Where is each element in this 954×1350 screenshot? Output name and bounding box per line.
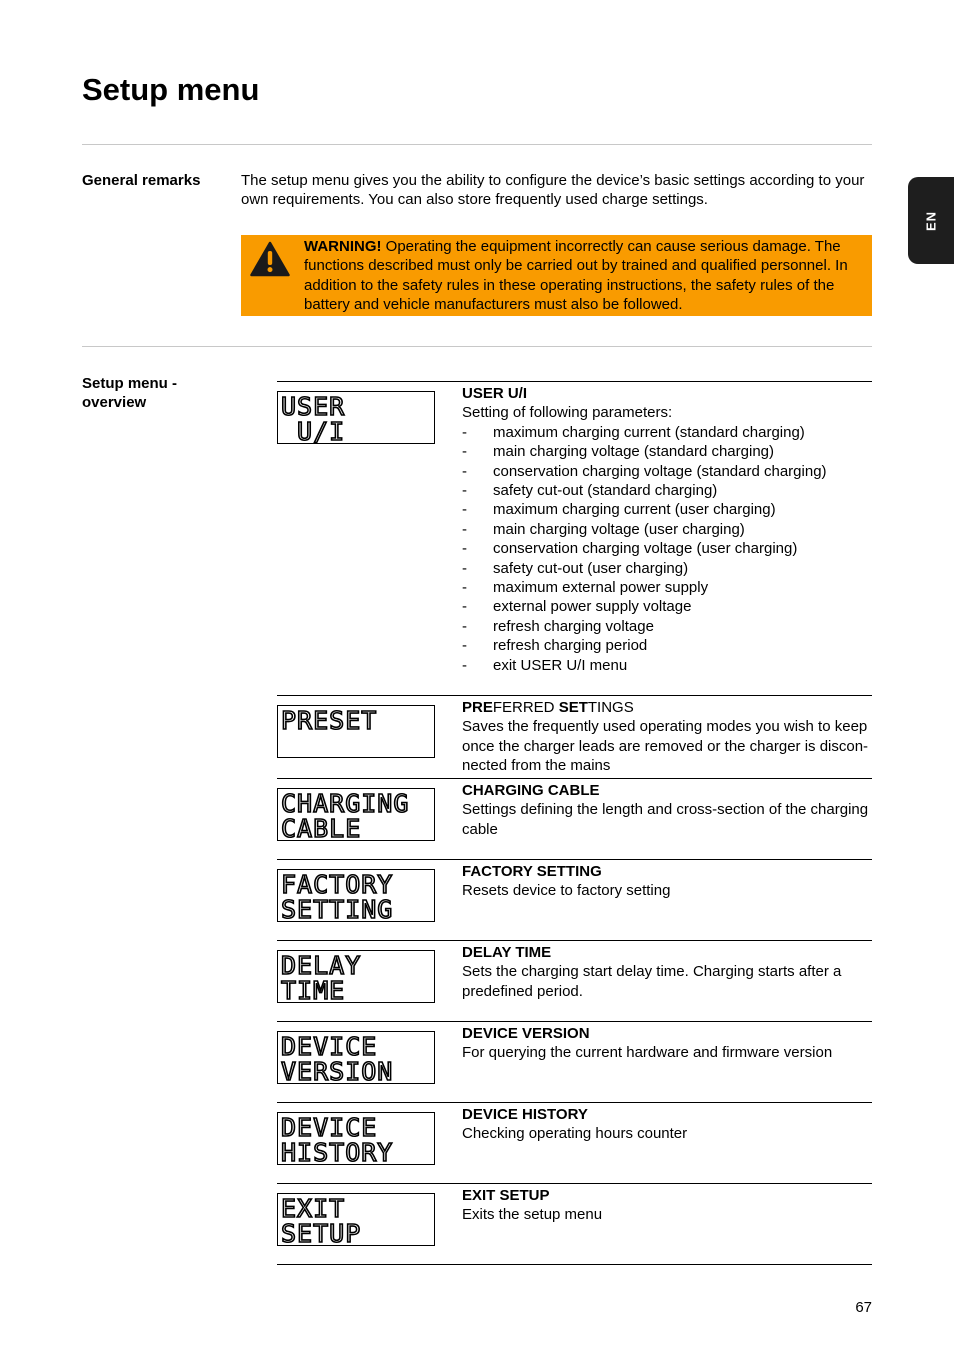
- general-remarks-label: General remarks: [82, 172, 201, 189]
- section-divider: [82, 144, 872, 145]
- entry-title: CHARGING CABLE: [462, 782, 600, 799]
- warning-triangle-icon: [250, 241, 290, 277]
- entry-description: Setting of following parameters:: [462, 404, 673, 422]
- lcd-line: TIME: [281, 976, 346, 1003]
- list-item: - safety cut-out (user charging): [462, 559, 689, 577]
- page-title: Setup menu: [82, 72, 260, 107]
- row-divider: [277, 1183, 872, 1184]
- warning-label: WARNING!: [304, 238, 382, 255]
- entry-description: Settings defining the length and cross-section of the charging cable: [462, 801, 869, 838]
- row-divider: [277, 940, 872, 941]
- row-divider: [277, 778, 872, 779]
- language-tab-label: EN: [923, 210, 939, 231]
- menu-entry-preset: [462, 698, 872, 776]
- menu-entry-charging-cable: [462, 781, 872, 839]
- lcd-display-preset: [277, 705, 435, 758]
- lcd-line: DEVICE: [281, 1032, 378, 1061]
- lcd-line: CHARGING: [281, 789, 410, 818]
- lcd-display-delay-time: [277, 950, 435, 1003]
- lcd-line: HISTORY: [281, 1138, 394, 1165]
- lcd-line: SETTING: [281, 895, 394, 922]
- row-divider: [277, 1021, 872, 1022]
- entry-description: Sets the charging start delay time. Charging starts after a predefined period.: [462, 963, 842, 1000]
- entry-description: Saves the frequently used operating modes you wish to keep once the charger leads are removed or the charger is discon-nected from the mains: [462, 718, 869, 775]
- page-number: 67: [855, 1299, 872, 1316]
- row-divider: [277, 1102, 872, 1103]
- list-item: - main charging voltage (standard charging): [462, 443, 774, 461]
- entry-description: Exits the setup menu: [462, 1206, 603, 1224]
- row-divider: [277, 859, 872, 860]
- lcd-line: CABLE: [281, 814, 362, 841]
- list-item: - conservation charging voltage (standard charging): [462, 462, 827, 480]
- menu-entry-delay-time: [462, 943, 872, 1001]
- row-divider: [277, 695, 872, 696]
- lcd-line: FACTORY: [281, 870, 394, 899]
- menu-entry-exit-setup: [462, 1186, 872, 1225]
- menu-entry-user-ui: [462, 384, 872, 675]
- lcd-line: USER: [281, 392, 346, 421]
- warning-body: Operating the equipment incorrectly can cause serious damage. The functions described must only be carried out by trained and qualified personnel. In addition to the safety rules in these operating instructions, the safety rules of the battery and vehicle manufacturers must also be followed.: [304, 238, 848, 314]
- general-remarks-text: The setup menu gives you the ability to configure the device’s basic settings according to your own requirements. You can also store frequently used charge settings.: [241, 172, 865, 209]
- warning-text: [304, 237, 870, 315]
- lcd-display-device-history: [277, 1112, 435, 1165]
- entry-title: USER U/I: [462, 385, 528, 402]
- lcd-display-charging-cable: [277, 788, 435, 841]
- list-item: - refresh charging voltage: [462, 617, 654, 635]
- lcd-display-factory-setting: [277, 869, 435, 922]
- list-item: - external power supply voltage: [462, 598, 692, 616]
- entry-title: PREFERRED SETTINGS: [462, 699, 634, 716]
- lcd-line: VERSION: [281, 1057, 394, 1084]
- lcd-display-device-version: [277, 1031, 435, 1084]
- list-item: - safety cut-out (standard charging): [462, 482, 718, 500]
- section-divider: [82, 346, 872, 347]
- lcd-display-user-ui: [277, 391, 435, 444]
- setup-overview-label: Setup menu - overview: [82, 375, 178, 411]
- lcd-line: DEVICE: [281, 1113, 378, 1142]
- list-item: - maximum charging current (standard charging): [462, 423, 805, 441]
- entry-description: For querying the current hardware and firmware version: [462, 1044, 833, 1062]
- menu-entry-factory-setting: [462, 862, 872, 901]
- lcd-line: PRESET: [281, 706, 378, 735]
- lcd-line: SETUP: [281, 1219, 362, 1246]
- list-item: - maximum charging current (user charging): [462, 501, 776, 519]
- entry-title: DEVICE VERSION: [462, 1025, 590, 1042]
- list-item: - exit USER U/I menu: [462, 656, 628, 674]
- warning-box: [241, 235, 872, 316]
- lcd-display-exit-setup: [277, 1193, 435, 1246]
- entry-description: Resets device to factory setting: [462, 882, 671, 900]
- row-divider: [277, 381, 872, 382]
- lcd-line: DELAY: [281, 951, 362, 980]
- entry-description: Checking operating hours counter: [462, 1125, 688, 1143]
- language-tab: [908, 177, 954, 264]
- entry-title: DELAY TIME: [462, 944, 552, 961]
- parameter-list: [462, 423, 872, 675]
- entry-title: DEVICE HISTORY: [462, 1106, 588, 1123]
- list-item: - maximum external power supply: [462, 579, 709, 597]
- entry-title: FACTORY SETTING: [462, 863, 602, 880]
- list-item: - conservation charging voltage (user charging): [462, 540, 798, 558]
- lcd-line: U/I: [281, 417, 346, 444]
- lcd-line: EXIT: [281, 1194, 346, 1223]
- list-item: - refresh charging period: [462, 637, 648, 655]
- list-item: - main charging voltage (user charging): [462, 520, 745, 538]
- row-divider: [277, 1264, 872, 1265]
- entry-title: EXIT SETUP: [462, 1187, 550, 1204]
- menu-entry-device-version: [462, 1024, 872, 1063]
- menu-entry-device-history: [462, 1105, 872, 1144]
